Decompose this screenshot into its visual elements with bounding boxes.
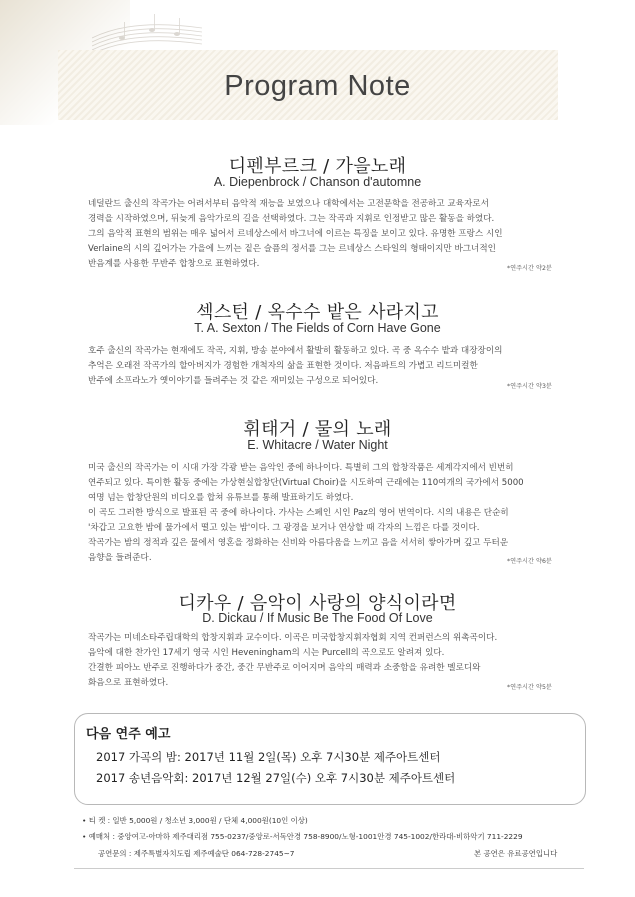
text-line: 반주에 소프라노가 옛이야기를 들려주는 것 같은 재미있는 구성으로 되어있다. — [88, 376, 379, 386]
piece-4-duration: *연주시간 약5분 — [507, 684, 552, 691]
piece-3-title: 휘태거 / 물의 노래 — [243, 419, 392, 440]
page-title: Program Note — [224, 70, 411, 102]
piece-2-duration: *연주시간 약3분 — [507, 383, 552, 390]
text-line: 작곡가는 미네소타주립대학의 합창지휘과 교수이다. 이곡은 미국합창지휘자협회 지역 컨퍼런스의 위촉곡이다. — [88, 633, 498, 643]
footer-divider — [74, 868, 584, 869]
piece-2-description — [88, 344, 563, 389]
text-line: 음악에 대한 찬가인 17세기 영국 시인 Heveningham의 시는 Purcell의 곡으로도 알려져 있다. — [88, 648, 445, 658]
piece-1-subtitle: A. Diepenbrock / Chanson d'automne — [213, 175, 422, 189]
paid-concert-notice: 본 공연은 유료공연입니다 — [474, 849, 558, 858]
text-line: 연주되고 있다. 특이한 활동 중에는 가상현실합창단(Virtual Choir)을 시도하여 근래에는 110여개의 국가에서 5000 — [88, 478, 524, 488]
text-line: 네덜란드 출신의 작곡가는 어려서부터 음악적 재능을 보였으나 대학에서는 고전문학을 전공하고 교육자로서 — [88, 199, 489, 209]
piece-3-duration: *연주시간 약6분 — [507, 558, 552, 565]
upcoming-event: 2017 송년음악회: 2017년 12월 27일(수) 오후 7시30분 제주아트센터 — [96, 771, 456, 785]
text-line: Verlaine의 시의 깊어가는 가을에 느끼는 짙은 슬픔의 정서를 그는 르네상스 스타일의 형태이지만 바그너적인 — [88, 244, 496, 254]
text-line: 추억은 오래전 작곡가의 할아버지가 경험한 개척자의 삶을 표현한 것이다. 저음파트의 가볍고 리드미컬한 — [88, 361, 478, 371]
text-line: 작곡가는 밤의 정적과 깊은 물에서 영혼을 정화하는 신비와 아름다움을 느끼고 음을 서서히 쌓아가며 깊고 두터운 — [88, 538, 509, 548]
piece-4-subtitle: D. Dickau / If Music Be The Food Of Love — [202, 611, 433, 625]
piece-2-subtitle: T. A. Sexton / The Fields of Corn Have Gone — [194, 321, 441, 335]
text-line: 미국 출신의 작곡가는 이 시대 가장 각광 받는 음악인 중에 하나이다. 특별히 그의 합창작품은 세계각지에서 빈번히 — [88, 463, 514, 473]
piece-3-subtitle: E. Whitacre / Water Night — [247, 438, 388, 452]
contact-info: 공연문의 : 제주특별자치도립 제주예술단 064-728-2745~7 — [98, 849, 295, 858]
text-line: 경력을 시작하였으며, 뒤늦게 음악가로의 길을 선택하였다. 그는 작곡과 지휘로 인정받고 많은 활동을 하였다. — [88, 214, 495, 224]
upcoming-concerts-label: 다음 연주 예고 — [80, 723, 176, 742]
upcoming-event: 2017 가곡의 밤: 2017년 11월 2일(목) 오후 7시30분 제주아트센터 — [96, 750, 441, 764]
text-line: 그의 음악적 표현의 범위는 매우 넓어서 르네상스에서 바그너에 이르는 특징을 보이고 있다. 유명한 프랑스 시인 — [88, 229, 503, 239]
piece-4-description — [88, 631, 563, 691]
text-line: 반음계를 사용한 무반주 합창으로 표현하였다. — [88, 259, 260, 269]
piece-3-description — [88, 461, 563, 566]
text-line: 간결한 피아노 반주로 진행하다가 중간, 중간 무반주로 이어지며 음악의 매력과 소중함을 유려한 멜로디와 — [88, 663, 481, 673]
piece-1-duration: *연주시간 약2분 — [507, 265, 552, 272]
piece-1-title: 디펜부르크 / 가을노래 — [228, 156, 407, 177]
text-line: 호주 출신의 작곡가는 현재에도 작곡, 지휘, 방송 분야에서 활발히 활동하고 있다. 곡 중 옥수수 밭과 대장장이의 — [88, 346, 503, 356]
text-line: 이 곡도 그러한 방식으로 발표된 곡 중에 하나이다. 가사는 스페인 시인 Paz의 영어 번역이다. 시의 내용은 단순히 — [88, 508, 509, 518]
text-line: '차갑고 고요한 밤에 물가에서 떨고 있는 밤'이다. 그 광경을 보거나 연상할 때 각자의 느낌은 다를 것이다. — [88, 523, 480, 533]
piece-4-title: 디카우 / 음악이 사랑의 양식이라면 — [178, 593, 457, 614]
piece-2-title: 섹스턴 / 옥수수 밭은 사라지고 — [196, 302, 439, 323]
text-line: 화음으로 표현하였다. — [88, 678, 169, 688]
text-line: 음향을 들려준다. — [88, 553, 152, 563]
ticket-info: • 티 켓 : 일반 5,000원 / 청소년 3,000원 / 단체 4,000원(10인 이상) — [82, 816, 308, 825]
piece-1-description — [88, 197, 563, 272]
booking-info: • 예매처 : 중앙여고-아마하 제주대리점 755-0237/중앙로-서독안경 758-8900/노형-1001안경 745-1002/한라대-비하악기 711-2229 — [82, 832, 523, 841]
text-line: 여명 넘는 합창단원의 비디오를 합쳐 유튜브를 통해 발표하기도 하였다. — [88, 493, 354, 503]
